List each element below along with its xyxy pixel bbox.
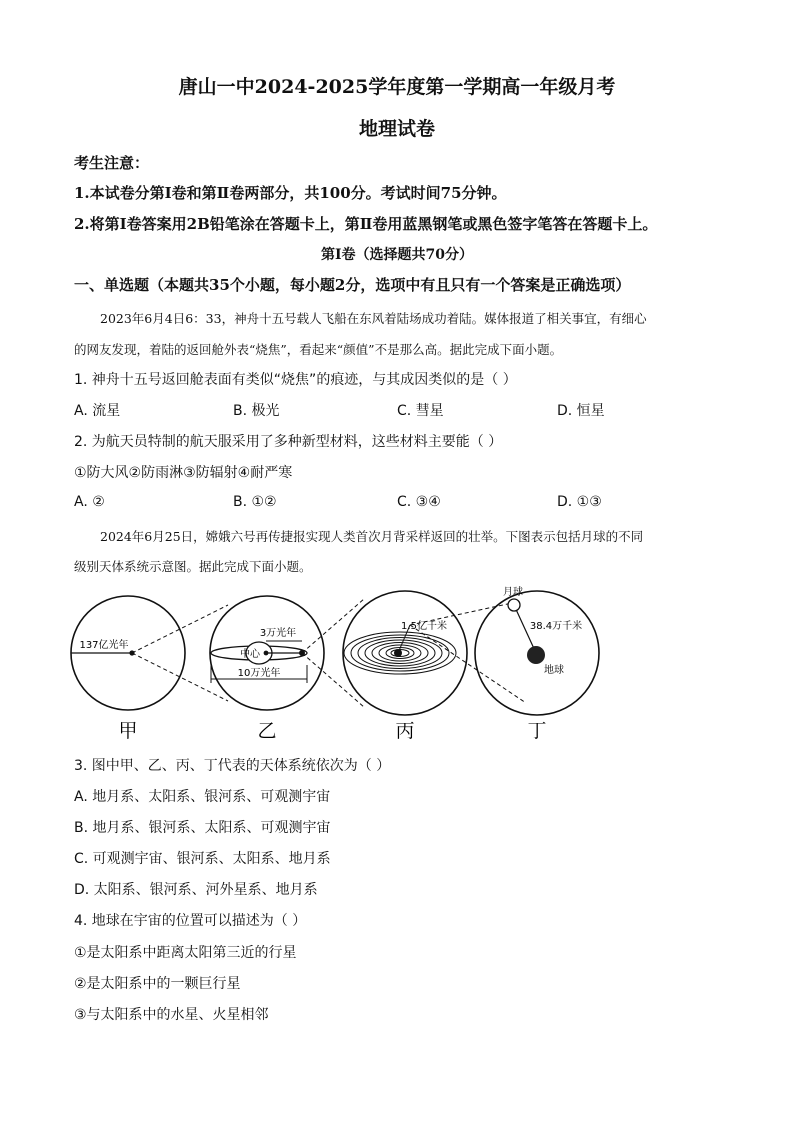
question-4-item-2: ②是太阳系中的一颗巨行星 [74,976,241,992]
question-3-stem: 3. 图中甲、乙、丙、丁代表的天体系统依次为（ ） [74,758,391,774]
question-2-option-a: A. ② [74,494,105,510]
question-1-option-d: D. 恒星 [557,403,605,419]
caption-bing: 丙 [395,720,415,742]
passage2-line1: 2024年6月25日，嫦娥六号再传捷报实现人类首次月背采样返回的壮举。下图表示包括月球的不同 [100,529,644,544]
caption-ding: 丁 [527,720,547,742]
bing-radius-label: 1.5亿千米 [401,621,447,632]
passage1-line1: 2023年6月4日6：33，神舟十五号载人飞船在东风着陆场成功着陆。媒体报道了相关事宜，有细心 [100,311,647,326]
question-3-option-c: C. 可观测宇宙、银河系、太阳系、地月系 [74,851,331,867]
passage2-line2: 级别天体系统示意图。据此完成下面小题。 [74,559,312,574]
notice-heading: 考生注意： [74,154,150,172]
moon-icon [508,599,520,611]
connector-bing-ding-bottom [410,625,526,703]
yi-bottom-label: 10万光年 [237,668,281,679]
question-3-option-a: A. 地月系、太阳系、银河系、可观测宇宙 [74,789,331,805]
caption-jia: 甲 [118,720,138,742]
yi-center-label: 中心 [240,649,260,660]
question-4-item-1: ①是太阳系中距离太阳第三近的行星 [74,945,297,961]
ding-distance-label: 38.4万千米 [529,621,583,632]
bing-circle [343,591,467,715]
question-2-option-d: D. ①③ [557,494,602,510]
yi-top-label: 3万光年 [259,628,297,639]
connector-yi-bing-top [302,599,364,653]
question-3-option-d: D. 太阳系、银河系、河外星系、地月系 [74,882,318,898]
yi-center-dot [264,651,269,656]
ding-earth-label: 地球 [544,665,564,676]
notice-item-2: 2.将第Ⅰ卷答案用2B铅笔涂在答题卡上，第Ⅱ卷用蓝黑钢笔或黑色签字笔答在答题卡上。 [74,215,658,233]
question-2-option-c: C. ③④ [397,494,441,510]
question-1-option-a: A. 流星 [74,403,121,419]
question-2-choices: ①防大风②防雨淋③防辐射④耐严寒 [74,465,293,481]
part1-heading: 第Ⅰ卷（选择题共70分） [320,247,474,263]
caption-yi: 乙 [257,720,277,742]
notice-item-1: 1.本试卷分第Ⅰ卷和第Ⅱ卷两部分，共100分。考试时间75分钟。 [74,184,507,202]
passage1-line2: 的网友发现，着陆的返回舱外表“烧焦”，看起来“颜值”不是那么高。据此完成下面小题。 [74,342,563,357]
question-3-option-b: B. 地月系、银河系、太阳系、可观测宇宙 [74,820,331,836]
exam-subject: 地理试卷 [358,118,435,140]
celestial-systems-figure [64,585,604,745]
question-1-stem: 1. 神舟十五号返回舱表面有类似“烧焦”的痕迹，与其成因类似的是（ ） [74,372,517,388]
question-2-stem: 2. 为航天员特制的航天服采用了多种新型材料，这些材料主要能（ ） [74,434,503,450]
question-1-option-b: B. 极光 [233,403,280,419]
earth-icon [527,646,545,664]
question-4-stem: 4. 地球在宇宙的位置可以描述为（ ） [74,913,307,929]
section-heading: 一、单选题（本题共35个小题，每小题2分，选项中有且只有一个答案是正确选项） [74,276,631,294]
exam-title: 唐山一中2024-2025学年度第一学期高一年级月考 [178,76,616,98]
question-4-item-3: ③与太阳系中的水星、火星相邻 [74,1007,269,1023]
connector-yi-bing-bottom [302,653,364,707]
question-2-option-b: B. ①② [233,494,277,510]
question-1-option-c: C. 彗星 [397,403,444,419]
ding-moon-label: 月球 [503,587,523,598]
jia-radius-label: 137亿光年 [79,640,129,651]
